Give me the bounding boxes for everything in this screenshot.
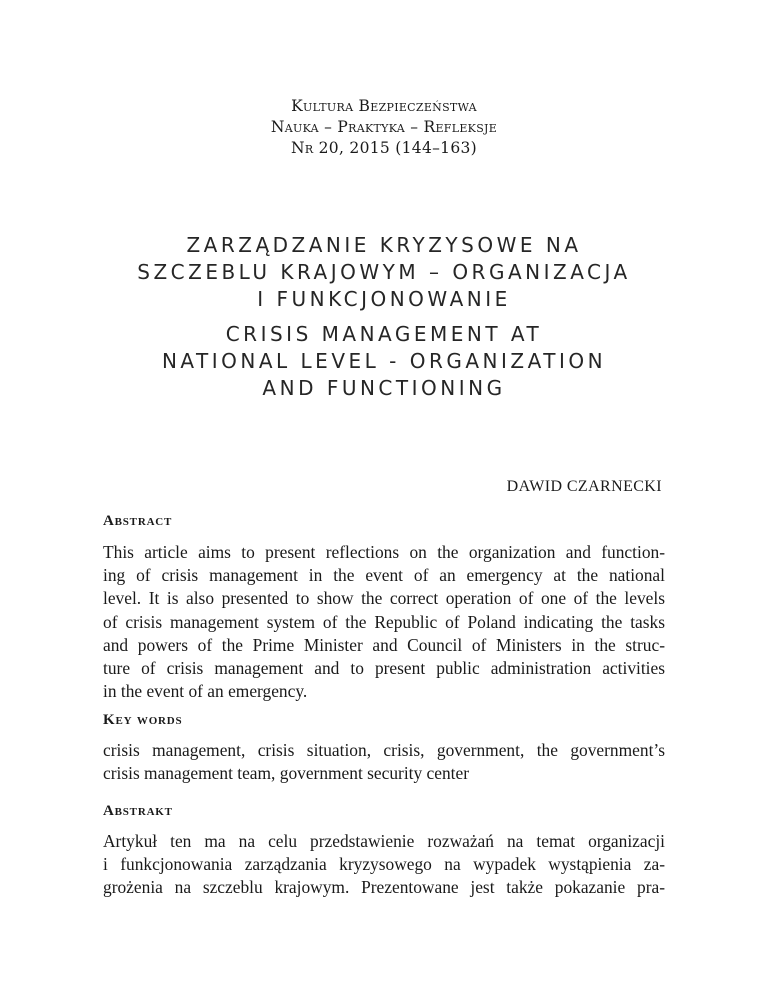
title-english-line: AND FUNCTIONING: [262, 376, 506, 400]
journal-subtitle: Nauka – Praktyka – Refleksje: [270, 118, 498, 136]
title-polish-line: I FUNKCJONOWANIE: [257, 287, 511, 311]
title-english: [0, 321, 768, 402]
title-english-line: NATIONAL LEVEL - ORGANIZATION: [161, 349, 607, 373]
journal-name: Kultura Bezpieczeństwa: [291, 97, 477, 115]
title-polish-line: SZCZEBLU KRAJOWYM – ORGANIZACJA: [137, 260, 631, 284]
abstract-line: ing of crisis management in the event of an emergency at the national: [103, 565, 665, 586]
abstrakt-line: i funkcjonowania zarządzania kryzysowego na wypadek wystąpienia za-: [103, 854, 665, 875]
abstrakt-text: [103, 830, 665, 900]
abstract-line: in the event of an emergency.: [103, 681, 308, 702]
abstrakt-line: grożenia na szczeblu krajowym. Prezentowane jest także pokazanie pra-: [103, 877, 665, 898]
abstract-line: and powers of the Prime Minister and Council of Ministers in the struc-: [103, 634, 665, 655]
keywords-line: crisis management team, government security center: [103, 763, 470, 784]
abstract-line: This article aims to present reflections on the organization and function-: [103, 542, 665, 562]
abstract-line: level. It is also presented to show the correct operation of one of the levels: [103, 588, 665, 609]
journal-issue: Nr 20, 2015 (144–163): [290, 139, 478, 157]
journal-header: [0, 96, 768, 159]
abstract-text: [103, 541, 665, 703]
title-polish: [0, 232, 768, 313]
abstrakt-line: Artykuł ten ma na celu przedstawienie rozważań na temat organizacji: [103, 831, 665, 851]
abstract-heading: Abstract: [103, 513, 173, 529]
abstract-line: of crisis management system of the Republic of Poland indicating the tasks: [103, 611, 665, 632]
title-english-line: CRISIS MANAGEMENT AT: [225, 322, 543, 346]
abstrakt-heading: Abstrakt: [103, 803, 173, 819]
keywords-text: [103, 739, 665, 785]
keywords-line: crisis management, crisis situation, crisis, government, the government’s: [103, 740, 665, 760]
author-name: DAWID CZARNECKI: [506, 478, 662, 495]
keywords-heading: Key words: [103, 712, 183, 728]
title-polish-line: ZARZĄDZANIE KRYZYSOWE NA: [186, 233, 582, 257]
abstract-line: ture of crisis management and to present public administration activities: [103, 658, 665, 679]
